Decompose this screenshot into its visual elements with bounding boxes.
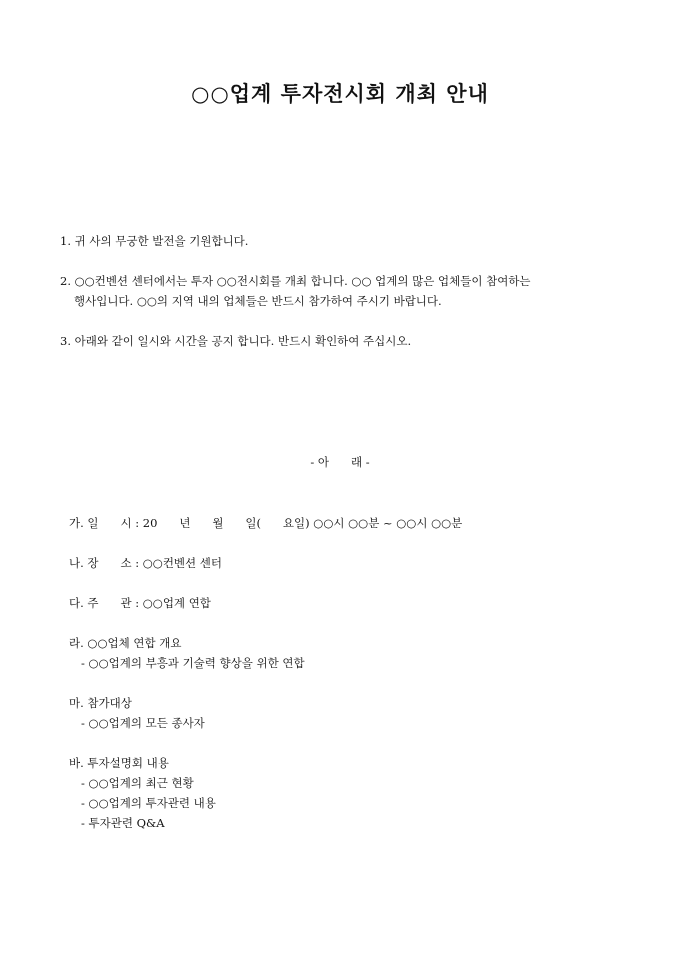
paragraph-text: 귀 사의 무궁한 발전을 기원합니다.: [74, 234, 249, 248]
paragraph-2-continuation: 행사입니다. ○○의 지역 내의 업체들은 반드시 참가하여 주시기 바랍니다.: [74, 294, 442, 308]
item-briefing-sub-3: - 투자관련 Q&A: [81, 816, 165, 830]
item-datetime: 가. 일 시 : 20 년 월 일( 요일) ○○시 ○○분 ~ ○○시 ○○분: [69, 516, 463, 530]
paragraph-text: ○○컨벤션 센터에서는 투자 ○○전시회를 개최 합니다. ○○ 업계의 많은 업체들이 참여하는: [74, 274, 531, 288]
item-overview-sub: - ○○업계의 부흥과 기술력 향상을 위한 연합: [81, 656, 305, 670]
item-participants-sub: - ○○업계의 모든 종사자: [81, 716, 205, 730]
paragraph-number: 2.: [60, 274, 71, 288]
item-briefing: 바. 투자설명회 내용: [69, 756, 169, 770]
item-participants: 마. 참가대상: [69, 696, 132, 710]
paragraph-number: 3.: [60, 334, 71, 348]
paragraph-number: 1.: [60, 234, 71, 248]
paragraph-text: 아래와 같이 일시와 시간을 공지 합니다. 반드시 확인하여 주십시오.: [74, 334, 412, 348]
paragraph-2: [60, 271, 531, 291]
item-briefing-sub-2: - ○○업계의 투자관련 내용: [81, 796, 216, 810]
item-overview: 라. ○○업체 연합 개요: [69, 636, 182, 650]
item-briefing-sub-1: - ○○업계의 최근 현황: [81, 776, 194, 790]
document-title: ○○업계 투자전시회 개최 안내: [191, 81, 489, 106]
item-location: 나. 장 소 : ○○컨벤션 센터: [69, 556, 223, 570]
paragraph-1: [60, 231, 248, 251]
item-organizer: 다. 주 관 : ○○업계 연합: [69, 596, 211, 610]
below-heading: - 아 래 -: [310, 455, 370, 469]
paragraph-3: [60, 331, 411, 351]
